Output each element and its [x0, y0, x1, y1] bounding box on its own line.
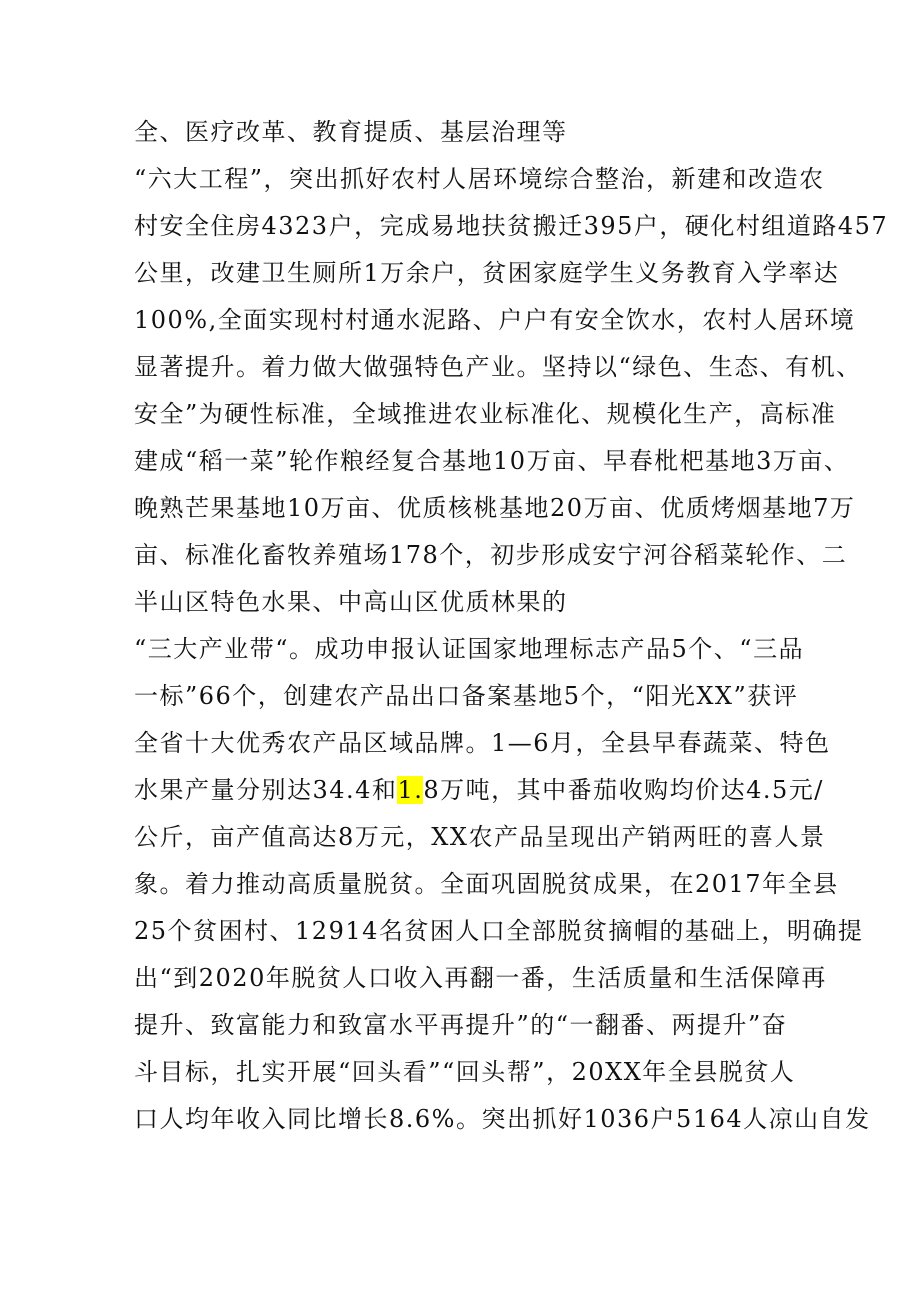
text-line-5: 100%,全面实现村村通水泥路、户户有安全饮水，农村人居环境	[134, 306, 856, 334]
text-line-6: 显著提升。着力做大做强特色产业。坚持以“绿色、生态、有机、	[134, 353, 862, 381]
text-line-1: 全、医疗改革、教育提质、基层治理等	[134, 118, 568, 146]
text-line-18: 25个贫困村、12914名贫困人口全部脱贫摘帽的基础上，明确提	[134, 917, 864, 945]
text-line-4: 公里，改建卫生厕所1万余户，贫困家庭学生义务教育入学率达	[134, 259, 840, 287]
text-line-2: “六大工程”，突出抓好农村人居环境综合整治，新建和改造农	[134, 165, 825, 193]
text-line-20: 提升、致富能力和致富水平再提升”的“一翻番、两提升”奋	[134, 1011, 788, 1039]
text-line-7: 安全”为硬性标准，全域推进农业标准化、规模化生产，高标准	[134, 400, 837, 428]
text-line-13: 一标”66个，创建农产品出口备案基地5个，“阳光XX”获评	[134, 682, 799, 710]
text-line-10: 亩、标准化畜牧养殖场178个，初步形成安宁河谷稻菜轮作、二	[134, 541, 848, 569]
text-line-15-after: 8万吨，其中番茄收购均价达4.5元/	[423, 776, 824, 804]
text-line-15-before: 水果产量分别达34.4和	[134, 776, 398, 804]
text-line-11: 半山区特色水果、中高山区优质林果的	[134, 588, 568, 616]
text-line-14: 全省十大优秀农产品区域品牌。1—6月，全县早春蔬菜、特色	[134, 729, 831, 757]
text-line-16: 公斤，亩产值高达8万元，XX农产品呈现出产销两旺的喜人景	[134, 823, 826, 851]
text-line-21: 斗目标，扎实开展“回头看”“回头帮”，20XX年全县脱贫人	[134, 1058, 796, 1086]
text-line-17: 象。着力推动高质量脱贫。全面巩固脱贫成果，在2017年全县	[134, 870, 839, 898]
text-line-9: 晚熟芒果基地10万亩、优质核桃基地20万亩、优质烤烟基地7万	[134, 494, 856, 522]
highlighted-text: 1.	[397, 776, 424, 804]
text-line-3: 村安全住房4323户，完成易地扶贫搬迁395户，硬化村组道路457	[134, 212, 889, 240]
text-line-22: 口人均年收入同比增长8.6%。突出抓好1036户5164人凉山自发	[134, 1105, 871, 1133]
text-line-12: “三大产业带“。成功申报认证国家地理标志产品5个、“三品	[134, 635, 805, 663]
text-line-15	[134, 775, 824, 805]
text-line-19: 出“到2020年脱贫人口收入再翻一番，生活质量和生活保障再	[134, 964, 827, 992]
text-line-8: 建成“稻一菜”轮作粮经复合基地10万亩、早春枇杷基地3万亩、	[134, 447, 850, 475]
